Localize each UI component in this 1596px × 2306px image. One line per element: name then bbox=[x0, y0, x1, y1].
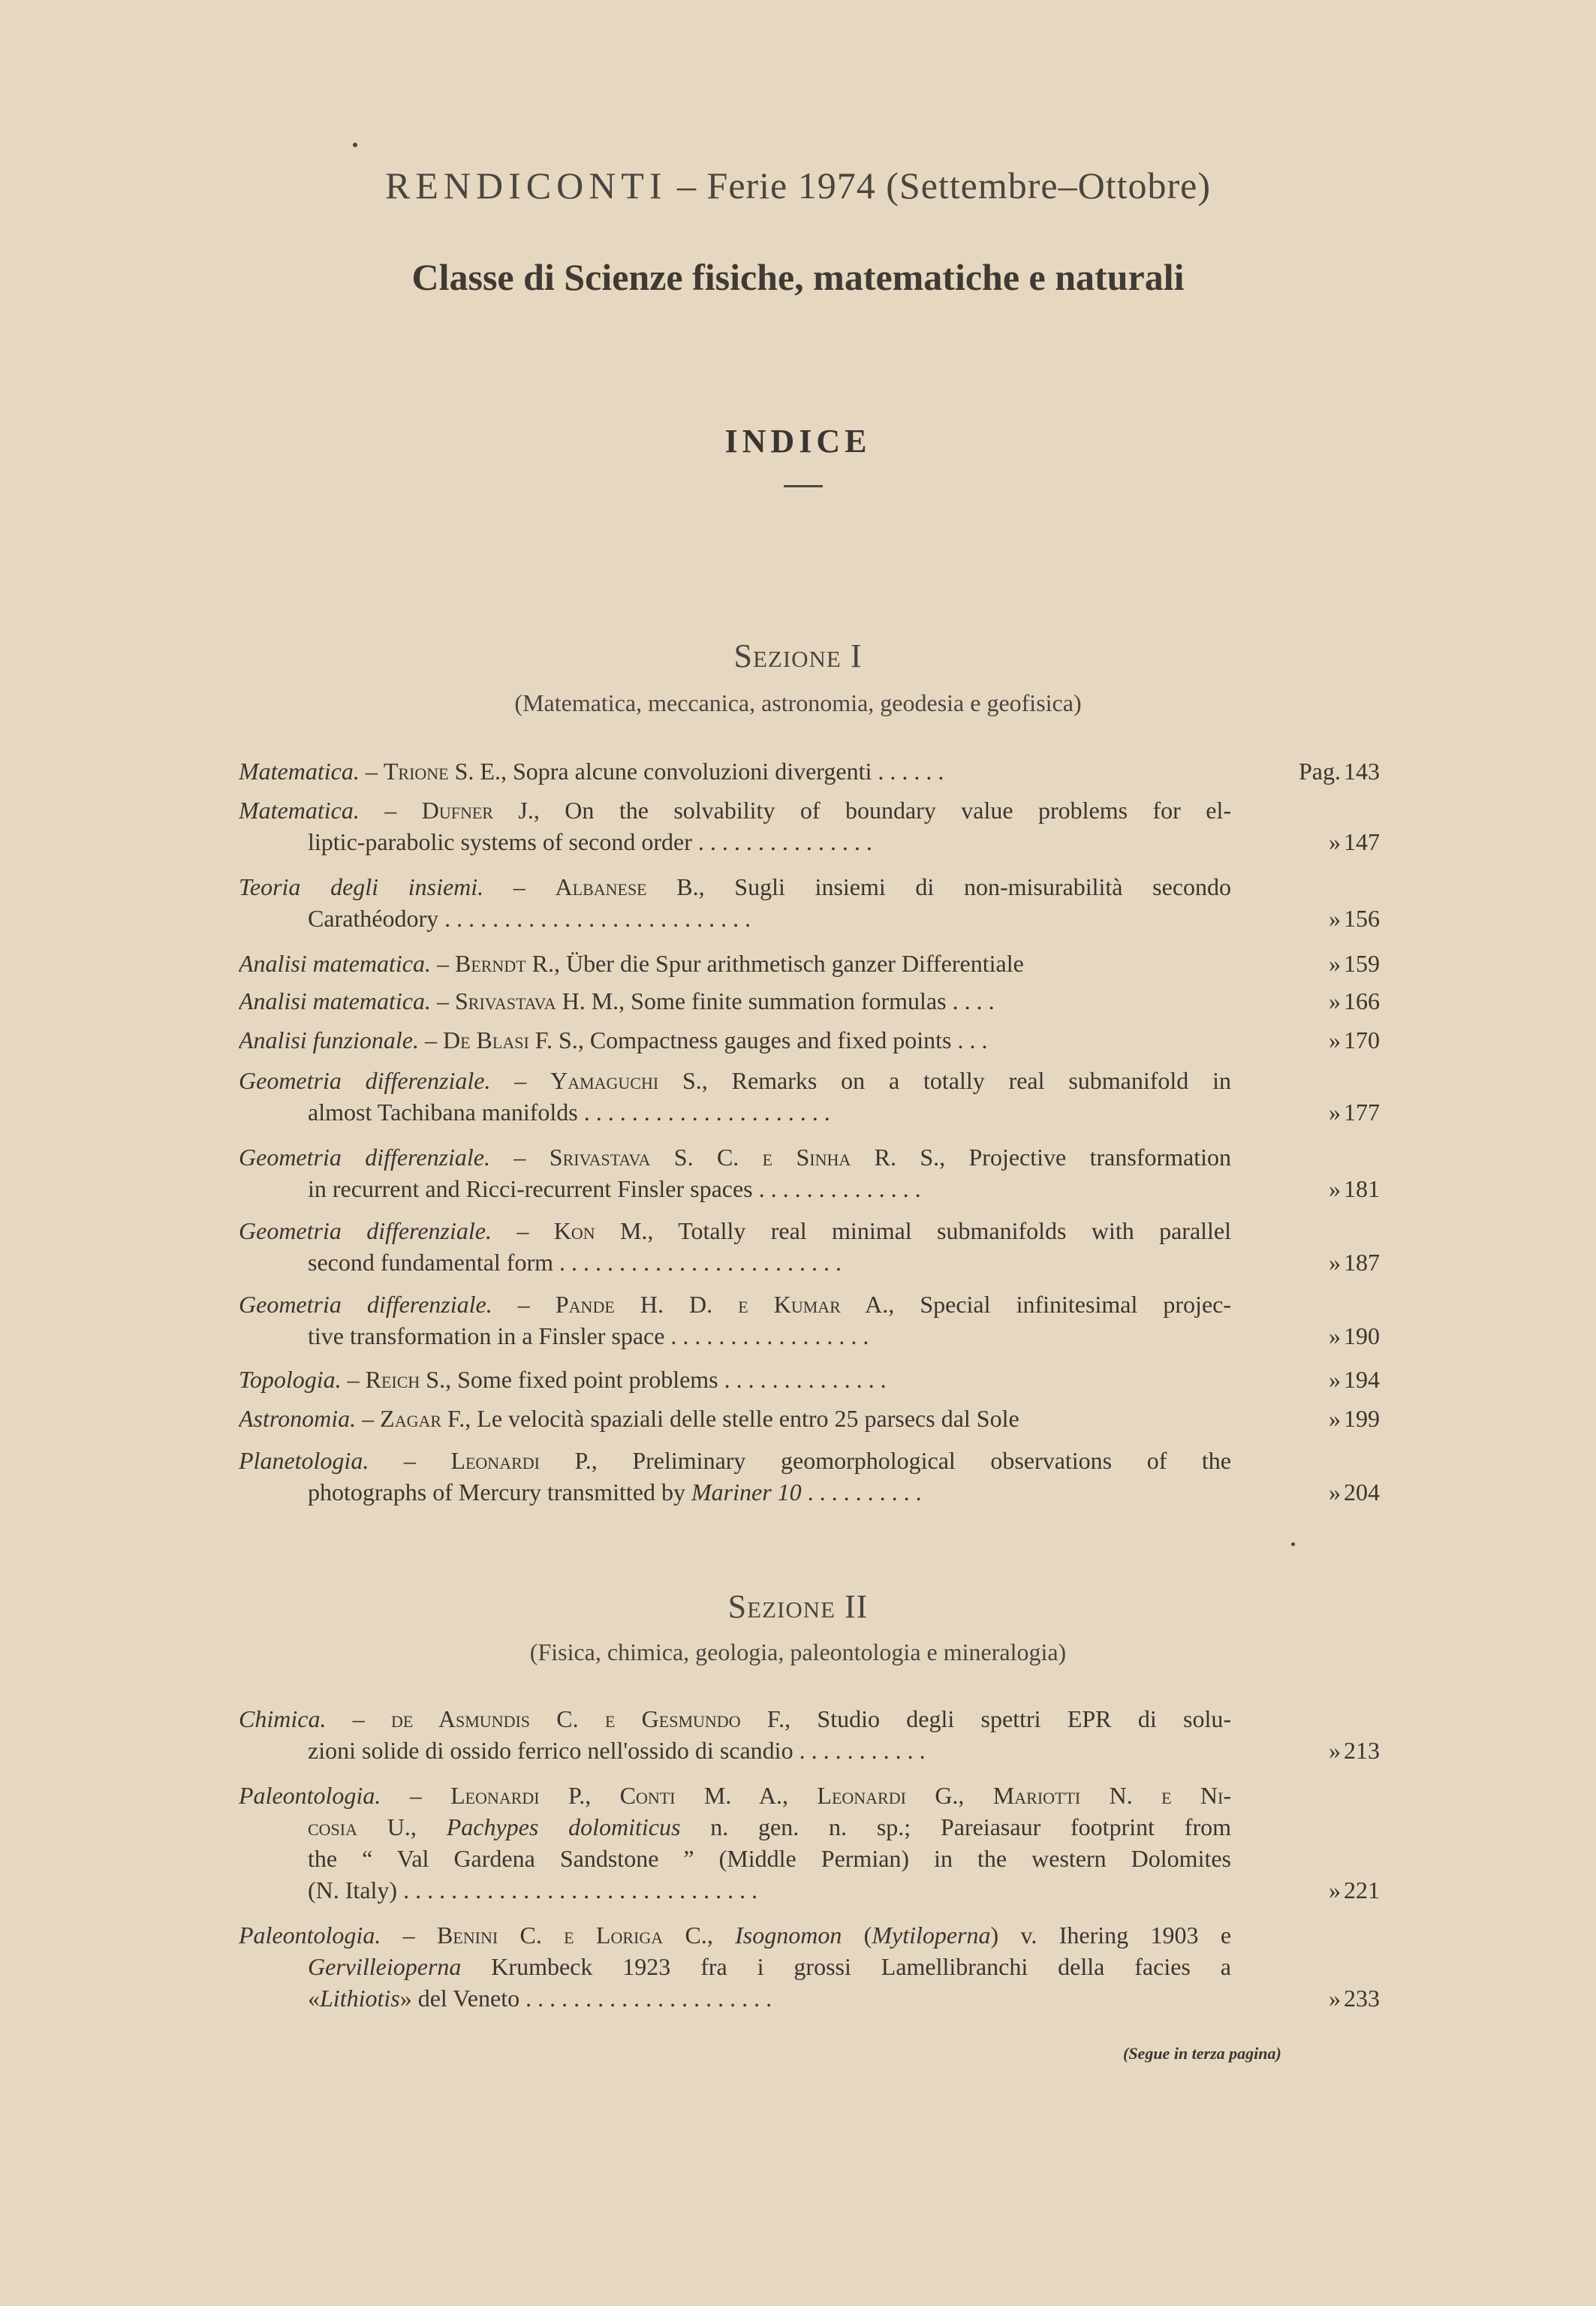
entry-title: , Studio degli spettri EPR di solu- bbox=[784, 1705, 1231, 1732]
toc-entry[interactable]: Planetologia. – Leonardi P., Preliminary geomorphological observations of the photographs of Mercury transmitted by Mariner 10 . . . . . . . . . . » 204 bbox=[239, 1445, 1365, 1508]
toc-entry[interactable]: Topologia. – Reich S., Some fixed point problems . . . . . . . . . . . . . . » 194 bbox=[239, 1364, 1365, 1395]
ditto-mark: » bbox=[1329, 1026, 1341, 1054]
entry-page: 204 bbox=[1344, 1479, 1380, 1506]
ditto-mark: » bbox=[1329, 987, 1341, 1014]
section-2-subtitle: (Fisica, chimica, geologia, paleontologia e mineralogia) bbox=[529, 1638, 1067, 1665]
entry-title-cont: in recurrent and Ricci-recurrent Finsler spaces bbox=[308, 1175, 753, 1202]
entry-topic: Planetologia. bbox=[239, 1447, 369, 1474]
entry-author: Srivastava S. C. e Sinha R. S. bbox=[549, 1144, 940, 1171]
entry-title: , Projective transformation bbox=[939, 1144, 1231, 1171]
entry-page: 221 bbox=[1344, 1876, 1380, 1904]
entry-title-italic: Pachypes dolomiticus bbox=[446, 1813, 681, 1840]
pag-label: Pag. bbox=[1299, 758, 1341, 785]
entry-page: 143 bbox=[1344, 758, 1380, 785]
entry-title-cont: photographs of Mercury transmitted by bbox=[308, 1479, 691, 1506]
ink-speck bbox=[1291, 1542, 1295, 1546]
entry-topic: Analisi matematica. bbox=[239, 987, 431, 1014]
entry-title: , Totally real minimal submanifolds with parallel bbox=[647, 1217, 1231, 1244]
entry-page: 166 bbox=[1344, 987, 1380, 1014]
entry-topic: Astronomia. bbox=[239, 1405, 357, 1432]
entry-author: Dufner J. bbox=[421, 797, 534, 824]
ditto-mark: » bbox=[1329, 828, 1341, 855]
entry-author: de Asmundis C. e Gesmundo F. bbox=[391, 1705, 785, 1732]
ditto-mark: » bbox=[1329, 1985, 1341, 2012]
entry-topic: Paleontologia. bbox=[239, 1922, 381, 1949]
entry-title-cont: zioni solide di ossido ferrico nell'ossido di scandio bbox=[308, 1737, 793, 1764]
ditto-mark: » bbox=[1329, 905, 1341, 932]
toc-entry[interactable]: Geometria differenziale. – Kon M., Totally real minimal submanifolds with parallel second fundamental form . . . . . . . . . . . . . . . . . . . . . . . . » 187 bbox=[239, 1215, 1365, 1278]
entry-author: Kon M. bbox=[553, 1217, 648, 1244]
index-title: INDICE bbox=[724, 423, 872, 460]
toc-entry[interactable]: Matematica. – Trione S. E., Sopra alcune convoluzioni divergenti . . . . . . Pag. 143 bbox=[239, 755, 1365, 787]
entry-page: 187 bbox=[1344, 1249, 1380, 1276]
entry-title: , Special infinitesimal projec- bbox=[888, 1291, 1231, 1318]
entry-page: 177 bbox=[1344, 1099, 1380, 1126]
entry-title-italic: Gervilleioperna bbox=[308, 1953, 462, 1980]
toc-entry[interactable]: Teoria degli insiemi. – Albanese B., Sugli insiemi di non-misurabilità secondo Carathéodory . . . . . . . . . . . . . . . . . . . . . . . . . . » 156 bbox=[239, 871, 1365, 934]
journal-title bbox=[0, 164, 1596, 207]
toc-entry[interactable]: Paleontologia. – Benini C. e Loriga C., Isognomon (Mytiloperna) v. Ihering 1903 e Gervilleioperna Krumbeck 1923 fra i grossi Lamellibranchi della facies a «Lithiotis» del Veneto . . . . . . . . . . . . . . . . . . . . . » 233 bbox=[239, 1919, 1365, 2014]
entry-topic: Chimica. bbox=[239, 1705, 327, 1732]
entry-topic: Teoria degli insiemi. bbox=[239, 873, 484, 900]
ditto-mark: » bbox=[1329, 1479, 1341, 1506]
entry-page: 190 bbox=[1344, 1322, 1380, 1349]
journal-issue: – Ferie 1974 (Settembre–Ottobre) bbox=[667, 164, 1211, 206]
entry-author: Yamaguchi S. bbox=[550, 1067, 702, 1094]
entry-author: Leonardi P., Conti M. A., Leonardi G., Mariotti N. e Ni- bbox=[450, 1782, 1231, 1809]
ditto-mark: » bbox=[1329, 950, 1341, 977]
continued-note: (Segue in terza pagina) bbox=[1123, 2044, 1281, 2063]
entry-title: Krumbeck 1923 fra i grossi Lamellibranchi della facies a bbox=[461, 1953, 1231, 1980]
entry-author: Leonardi P. bbox=[450, 1447, 592, 1474]
ink-speck bbox=[353, 143, 357, 147]
entry-sep: , bbox=[410, 1813, 447, 1840]
entry-sep: , bbox=[706, 1922, 736, 1949]
entry-page: 147 bbox=[1344, 828, 1380, 855]
entry-topic: Geometria differenziale. bbox=[239, 1144, 491, 1171]
entry-title-cont: liptic-parabolic systems of second order bbox=[308, 828, 692, 855]
entry-topic: Geometria differenziale. bbox=[239, 1291, 492, 1318]
entry-title-cont: second fundamental form bbox=[308, 1249, 553, 1276]
entry-title: » del Veneto bbox=[399, 1985, 520, 2012]
entry-author: Trione S. E. bbox=[383, 758, 501, 785]
entry-title: , Sugli insiemi di non-misurabilità secondo bbox=[698, 873, 1231, 900]
entry-topic: Analisi matematica. bbox=[239, 950, 431, 977]
entry-author: De Blasi F. S. bbox=[443, 1026, 578, 1054]
entry-author: Berndt R. bbox=[454, 950, 554, 977]
entry-sep: ( bbox=[842, 1922, 872, 1949]
entry-title: n. gen. n. sp.; Pareiasaur footprint from bbox=[680, 1813, 1231, 1840]
ditto-mark: » bbox=[1329, 1175, 1341, 1202]
entry-title: , Some finite summation formulas bbox=[619, 987, 947, 1014]
toc-entry[interactable]: Astronomia. – Zagar F., Le velocità spaziali delle stelle entro 25 parsecs dal Sole » 199 bbox=[239, 1403, 1365, 1434]
entry-title-cont: the “ Val Gardena Sandstone ” (Middle Permian) in the western Dolomites bbox=[308, 1845, 1231, 1872]
entry-page: 194 bbox=[1344, 1366, 1380, 1393]
entry-author: Albanese B. bbox=[555, 873, 699, 900]
entry-topic: Matematica. bbox=[239, 758, 360, 785]
entry-topic: Topologia. bbox=[239, 1366, 342, 1393]
entry-title-italic: Mytiloperna bbox=[872, 1922, 991, 1949]
section-2-title: Sezione II bbox=[727, 1588, 869, 1625]
entry-title-italic: Isognomon bbox=[735, 1922, 842, 1949]
entry-page: 181 bbox=[1344, 1175, 1380, 1202]
entry-page: 156 bbox=[1344, 905, 1380, 932]
ditto-mark: » bbox=[1329, 1405, 1341, 1432]
ditto-mark: » bbox=[1329, 1737, 1341, 1764]
entry-title-italic: Lithiotis bbox=[320, 1985, 400, 2012]
toc-entry[interactable]: Geometria differenziale. – Srivastava S. C. e Sinha R. S., Projective transformation in recurrent and Ricci-recurrent Finsler spaces . . . . . . . . . . . . . . » 181 bbox=[239, 1141, 1365, 1204]
entry-title: , Preliminary geomorphological observations of the bbox=[591, 1447, 1231, 1474]
toc-entry[interactable]: Chimica. – de Asmundis C. e Gesmundo F., Studio degli spettri EPR di solu- zioni solide di ossido ferrico nell'ossido di scandio . . . . . . . . . . . » 213 bbox=[239, 1703, 1365, 1766]
entry-topic: Paleontologia. bbox=[239, 1782, 381, 1809]
entry-page: 233 bbox=[1344, 1985, 1380, 2012]
section-1-subtitle: (Matematica, meccanica, astronomia, geodesia e geofisica) bbox=[514, 689, 1082, 716]
entry-sep: « bbox=[308, 1985, 320, 2012]
entry-author-cont: cosia U. bbox=[308, 1813, 411, 1840]
entry-title: , Über die Spur arithmetisch ganzer Differentiale bbox=[553, 950, 1024, 977]
entry-author: Benini C. e Loriga C. bbox=[436, 1922, 707, 1949]
entry-title: , Compactness gauges and fixed points bbox=[577, 1026, 952, 1054]
entry-topic: Matematica. bbox=[239, 797, 360, 824]
entry-title-cont: tive transformation in a Finsler space bbox=[308, 1322, 665, 1349]
toc-entry[interactable]: Matematica. – Dufner J., On the solvability of boundary value problems for el- liptic-parabolic systems of second order . . . . . . . . . . . . . . . » 147 bbox=[239, 794, 1365, 858]
ditto-mark: » bbox=[1329, 1876, 1341, 1904]
entry-title-italic: Mariner 10 bbox=[691, 1479, 802, 1506]
entry-title-cont: almost Tachibana manifolds bbox=[308, 1099, 578, 1126]
ditto-mark: » bbox=[1329, 1322, 1341, 1349]
entry-author: Reich S. bbox=[365, 1366, 446, 1393]
entry-topic: Geometria differenziale. bbox=[239, 1217, 492, 1244]
entry-page: 170 bbox=[1344, 1026, 1380, 1054]
entry-page: 159 bbox=[1344, 950, 1380, 977]
toc-entry[interactable]: Geometria differenziale. – Pande H. D. e Kumar A., Special infinitesimal projec- tive transformation in a Finsler space . . . . . . . . . . . . . . . . . » 190 bbox=[239, 1289, 1365, 1352]
entry-title: , Sopra alcune convoluzioni divergenti bbox=[500, 758, 872, 785]
entry-topic: Geometria differenziale. bbox=[239, 1067, 491, 1094]
toc-entry[interactable]: Analisi funzionale. – De Blasi F. S., Compactness gauges and fixed points . . . » 170 bbox=[239, 1024, 1365, 1056]
entry-title-cont: (N. Italy) bbox=[308, 1876, 398, 1904]
journal-class: Classe di Scienze fisiche, matematiche e naturali bbox=[411, 256, 1185, 298]
toc-entry[interactable]: Analisi matematica. – Berndt R., Über die Spur arithmetisch ganzer Differentiale » 159 bbox=[239, 948, 1365, 979]
toc-entry[interactable]: Geometria differenziale. – Yamaguchi S., Remarks on a totally real submanifold in almost Tachibana manifolds . . . . . . . . . . . . . . . . . . . . . » 177 bbox=[239, 1065, 1365, 1128]
entry-author: Pande H. D. e Kumar A. bbox=[555, 1291, 889, 1318]
ditto-mark: » bbox=[1329, 1099, 1341, 1126]
entry-author: Srivastava H. M. bbox=[454, 987, 619, 1014]
entry-author: Zagar F. bbox=[380, 1405, 465, 1432]
toc-entry[interactable]: Paleontologia. – Leonardi P., Conti M. A., Leonardi G., Mariotti N. e Ni- cosia U., Pachypes dolomiticus n. gen. n. sp.; Pareiasaur footprint from the “ Val Gardena Sandstone ” (Middle Permian) in the western Dolomites (N. Italy) . . . . . . . . . . . . . . . . . . . . . . . . . . . . . . » 221 bbox=[239, 1780, 1365, 1906]
entry-title: , Some fixed point problems bbox=[445, 1366, 718, 1393]
title-rule bbox=[784, 485, 823, 487]
ditto-mark: » bbox=[1329, 1366, 1341, 1393]
entry-page: 199 bbox=[1344, 1405, 1380, 1432]
journal-title-caps: RENDICONTI bbox=[384, 164, 667, 206]
toc-entry[interactable]: Analisi matematica. – Srivastava H. M., Some finite summation formulas . . . . » 166 bbox=[239, 985, 1365, 1017]
section-1-title: Sezione I bbox=[733, 638, 863, 674]
entry-title-cont: Carathéodory bbox=[308, 905, 439, 932]
entry-topic: Analisi funzionale. bbox=[239, 1026, 419, 1054]
entry-title: ) v. Ihering 1903 e bbox=[990, 1922, 1231, 1949]
entry-title: , Remarks on a totally real submanifold in bbox=[701, 1067, 1231, 1094]
entry-title: , On the solvability of boundary value problems for el- bbox=[533, 797, 1231, 824]
entry-page: 213 bbox=[1344, 1737, 1380, 1764]
ditto-mark: » bbox=[1329, 1249, 1341, 1276]
entry-title: , Le velocità spaziali delle stelle entro 25 parsecs dal Sole bbox=[465, 1405, 1019, 1432]
